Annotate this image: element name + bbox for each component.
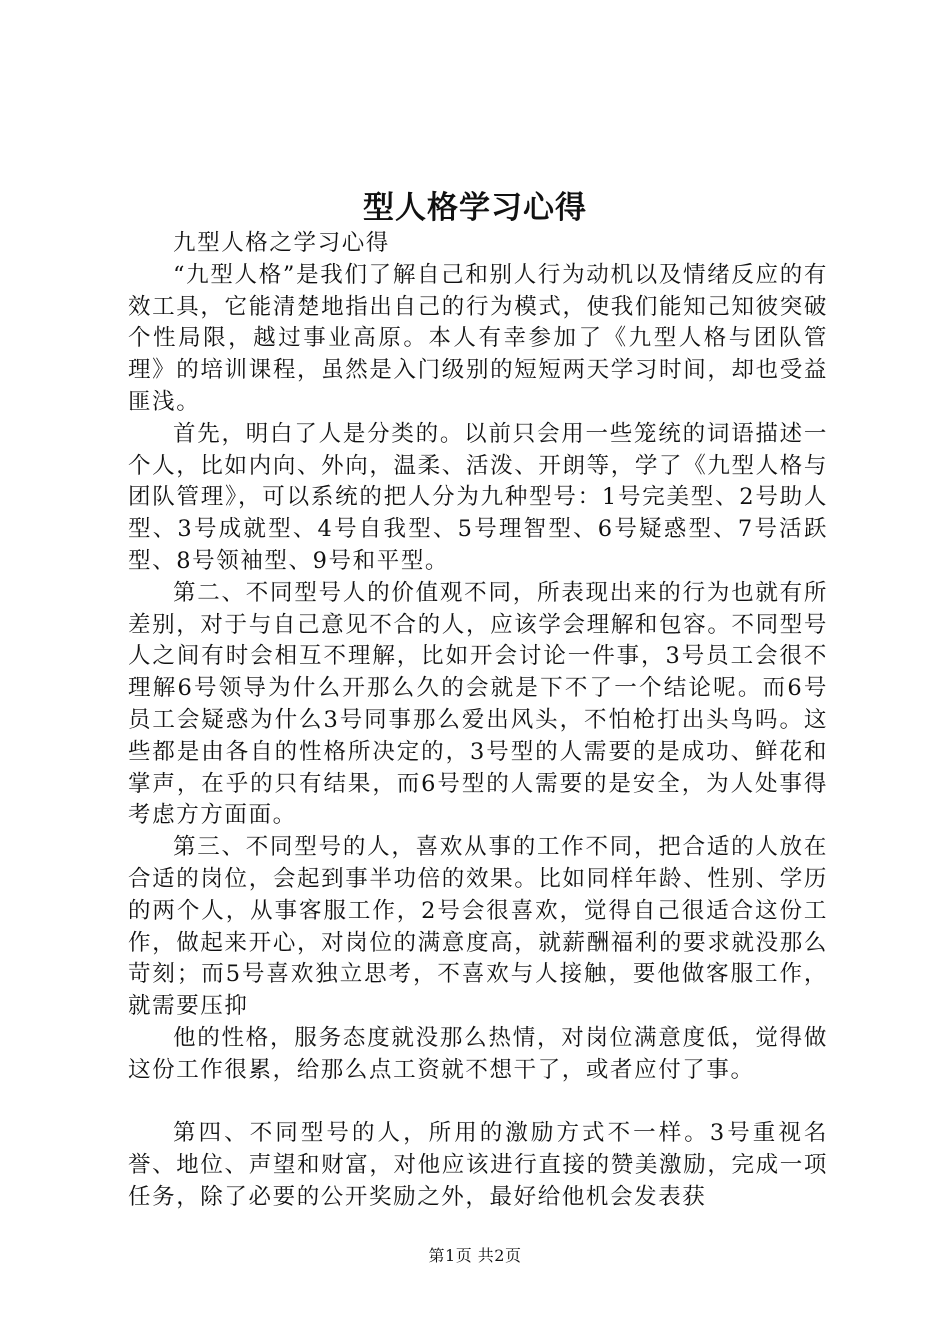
- paragraph-second: 第二、不同型号人的价值观不同，所表现出来的行为也就有所差别，对于与自己意见不合的人，应该学会理解和包容。不同型号人之间有时会相互不理解，比如开会讨论一件事，3号员工会很不理解6号领导为什么开那么久的会就是下不了一个结论呢。而6号员工会疑惑为什么3号同事那么爱出风头，不怕枪打出头鸟吗。这些都是由各自的性格所决定的，3号型的人需要的是成功、鲜花和掌声，在乎的只有结果，而6号型的人需要的是安全，为人处事得考虑方方面面。: [128, 579, 828, 829]
- paragraph-first: 首先，明白了人是分类的。以前只会用一些笼统的词语描述一个人，比如内向、外向，温柔、活泼、开朗等，学了《九型人格与团队管理》，可以系统的把人分为九种型号：1号完美型、2号助人型、3号成就型、4号自我型、5号理智型、6号疑惑型、7号活跃型、8号领袖型、9号和平型。: [128, 420, 828, 574]
- paragraph-subtitle: 九型人格之学习心得: [173, 230, 390, 256]
- paragraph-third: 第三、不同型号的人，喜欢从事的工作不同，把合适的人放在合适的岗位，会起到事半功倍的效果。比如同样年龄、性别、学历的两个人，从事客服工作，2号会很喜欢，觉得自己很适合这份工作，做起来开心，对岗位的满意度高，就薪酬福利的要求就没那么苛刻；而5号喜欢独立思考，不喜欢与人接触，要他做客服工作，就需要压抑: [128, 834, 828, 1020]
- document-title: 型人格学习心得: [363, 190, 587, 226]
- paragraph-fourth: 第四、不同型号的人，所用的激励方式不一样。3号重视名誉、地位、声望和财富，对他应该进行直接的赞美激励，完成一项任务，除了必要的公开奖励之外，最好给他机会发表获: [128, 1120, 828, 1210]
- paragraph-third-continued: 他的性格，服务态度就没那么热情，对岗位满意度低，觉得做这份工作很累，给那么点工资就不想干了，或者应付了事。: [128, 1024, 828, 1083]
- document-body: [128, 228, 828, 1214]
- paragraph-intro: “九型人格”是我们了解自己和别人行为动机以及情绪反应的有效工具，它能清楚地指出自己的行为模式，使我们能知己知彼突破个性局限，越过事业高原。本人有幸参加了《九型人格与团队管理》的培训课程，虽然是入门级别的短短两天学习时间，却也受益匪浅。: [128, 261, 828, 415]
- page-number-footer: 第1页 共2页: [428, 1246, 522, 1265]
